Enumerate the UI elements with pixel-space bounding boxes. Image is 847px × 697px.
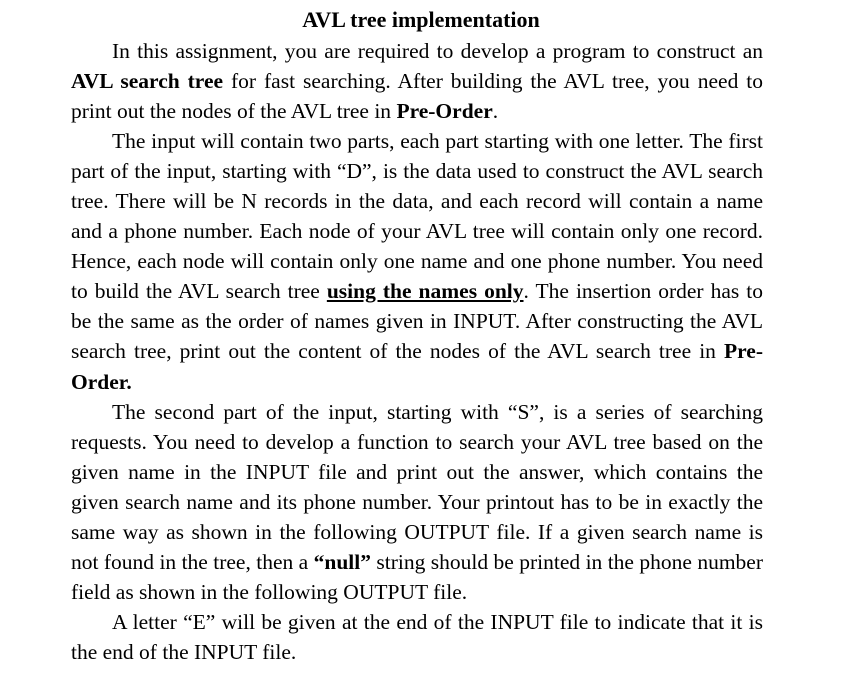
paragraph-text: The second part of the input, starting with “S”, is a series of searching requests. You need to develop a function to search your AVL tree based on the given name in the INPUT file and print out the answer, which contains the given search name and its phone number. Your printout has to be in exactly the same way as shown in the following OUTPUT file. If a given search name is not found in the tree, then a <box>71 399 763 574</box>
bold-underlined-term: using the names only <box>326 279 524 304</box>
paragraph-search-requests <box>71 397 763 607</box>
paragraph-text: . The insertion order has to be the same as the order of names given in INPUT. After constructing the AVL search tree, print out the content of the nodes of the AVL search tree in <box>71 279 763 364</box>
paragraph-end-marker <box>71 607 763 667</box>
paragraph-text: string should be printed in the phone number field as shown in the following OUTPUT file. <box>71 549 763 604</box>
bold-term: AVL search tree <box>71 69 224 94</box>
bold-term: “null” <box>313 549 372 574</box>
paragraph-text: . <box>492 99 499 124</box>
bold-term: Pre-Order <box>396 99 493 124</box>
document-body <box>71 4 763 667</box>
paragraph-text: A letter “E” will be given at the end of the INPUT file to indicate that it is the end of the INPUT file. <box>71 609 763 664</box>
document-title: AVL tree implementation <box>302 7 540 32</box>
bold-term: Pre-Order. <box>71 339 763 394</box>
paragraph-intro <box>71 36 763 126</box>
paragraph-text: In this assignment, you are required to develop a program to construct an <box>112 39 763 63</box>
paragraph-input-data <box>71 126 763 396</box>
paragraph-text: for fast searching. After building the AVL tree, you need to print out the nodes of the AVL tree in <box>71 69 763 124</box>
paragraph-text: The input will contain two parts, each part starting with one letter. The first part of the input, starting with “D”, is the data used to construct the AVL search tree. There will be N records in the data, and each record will contain a name and a phone number. Each node of your AVL tree will contain only one record. Hence, each node will contain only one name and one phone number. You need to build the AVL search tree <box>71 129 763 304</box>
